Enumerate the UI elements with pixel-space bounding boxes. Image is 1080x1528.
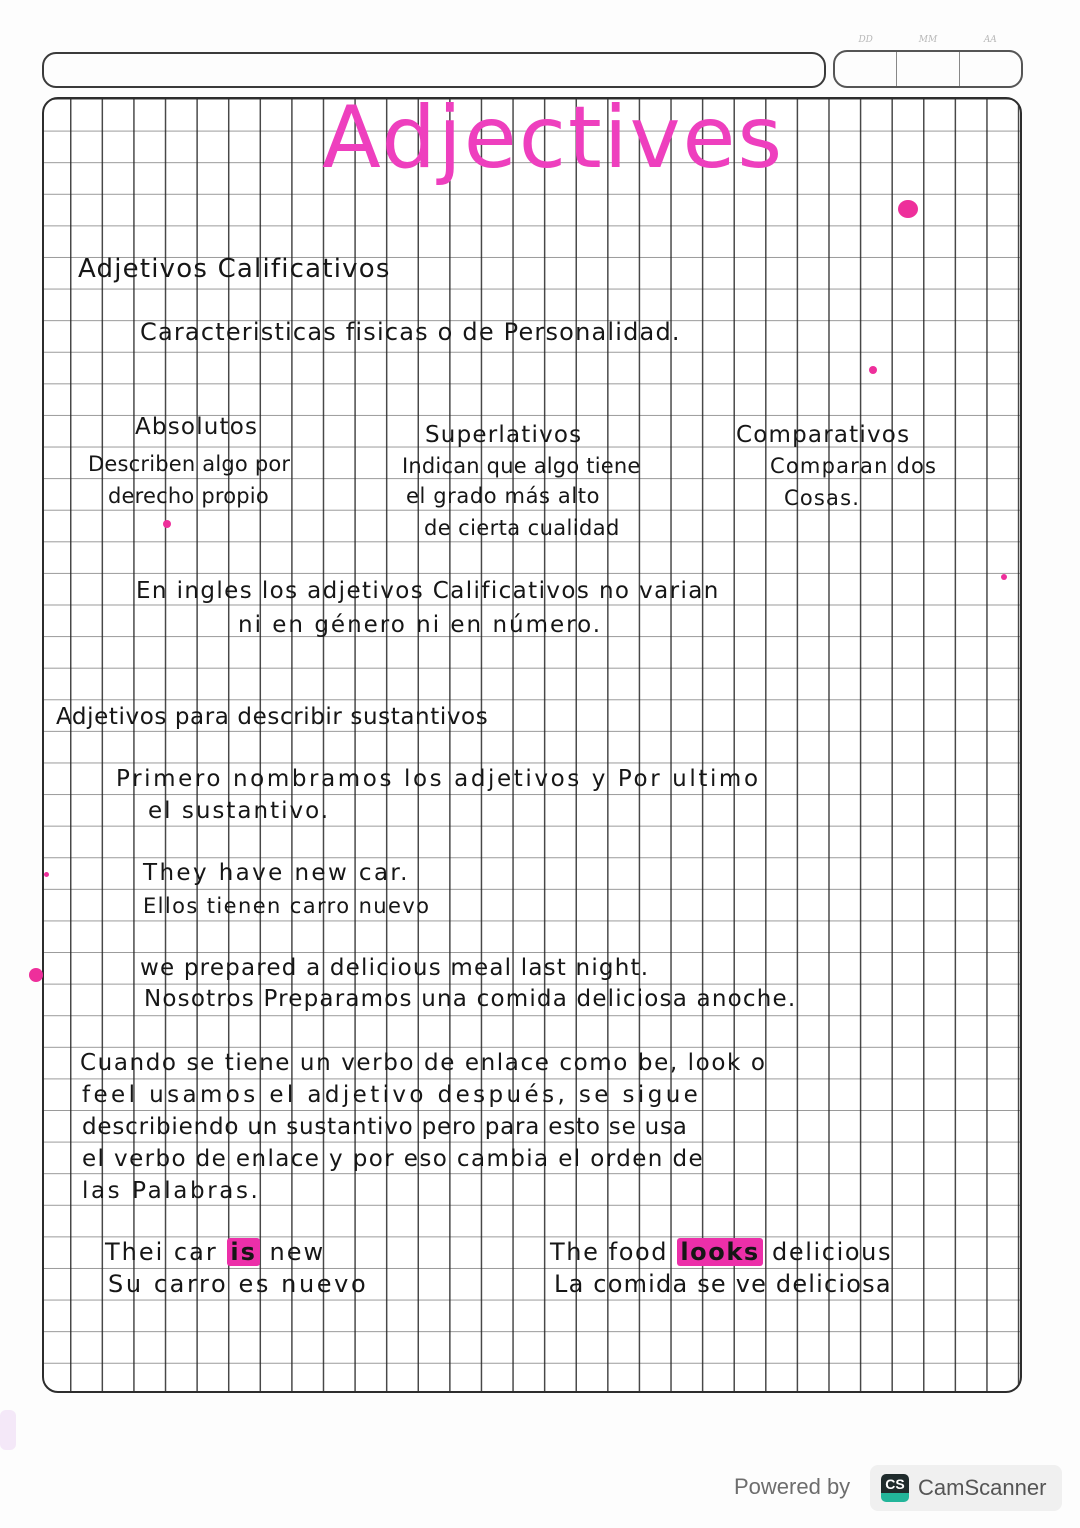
type-desc-line: Comparan dos [770, 454, 938, 478]
example-spanish: Ellos tienen carro nuevo [143, 894, 431, 918]
linking-example-english [105, 1238, 325, 1266]
pink-dot-decoration [29, 968, 43, 982]
linking-example-english [550, 1238, 892, 1266]
camscanner-logo-icon: CS [881, 1474, 909, 1502]
example-english: we prepared a delicious meal last night. [140, 955, 650, 981]
page-title: Adjectives [322, 88, 785, 188]
example-english: They have new car. [143, 860, 410, 886]
rule-line: el sustantivo. [148, 798, 331, 824]
example-text: Thei car [105, 1238, 218, 1266]
camscanner-badge[interactable] [870, 1465, 1062, 1511]
paragraph-line: las Palabras. [82, 1178, 261, 1204]
section-heading-calificativos: Adjetivos Calificativos [78, 254, 391, 284]
pink-dot-decoration [44, 872, 49, 877]
paragraph-line: Cuando se tiene un verbo de enlace como be, look o [80, 1050, 767, 1076]
type-name-comparativos: Comparativos [736, 422, 911, 448]
type-desc-line: el grado más alto [406, 484, 601, 508]
type-desc-line: derecho propio [108, 484, 269, 508]
note-line: En ingles los adjetivos Calificativos no varian [136, 578, 720, 604]
date-box [833, 35, 1023, 88]
type-desc-line: Describen algo por [88, 452, 291, 476]
date-label-year: AA [983, 35, 997, 45]
camscanner-brand-name: CamScanner [918, 1475, 1047, 1500]
date-cell-day [835, 35, 897, 86]
pink-dot-decoration [163, 520, 171, 528]
date-label-month: MM [918, 35, 938, 45]
section-heading-sustantivos: Adjetivos para describir sustantivos [56, 704, 489, 730]
type-name-absolutos: Absolutos [135, 414, 259, 440]
pink-dot-decoration [1001, 574, 1007, 580]
pink-dot-decoration [898, 200, 918, 218]
example-spanish: Nosotros Preparamos una comida deliciosa anoche. [144, 986, 797, 1012]
linking-example-spanish: La comida se ve deliciosa [554, 1270, 892, 1298]
paragraph-line: feel usamos el adjetivo después, se sigue [82, 1082, 702, 1108]
pink-dot-decoration [869, 366, 877, 374]
notebook-header-bar [42, 52, 826, 88]
type-desc-line: Cosas. [784, 486, 861, 510]
type-name-superlativos: Superlativos [425, 422, 583, 448]
highlighted-verb: looks [677, 1238, 762, 1266]
example-text: The food [550, 1238, 669, 1266]
example-text: delicious [772, 1238, 893, 1266]
type-desc-line: Indican que algo tiene [402, 454, 641, 478]
type-desc-line: de cierta cualidad [424, 516, 620, 540]
date-label-day: DD [858, 35, 873, 45]
scan-smudge [0, 1410, 16, 1450]
rule-line: Primero nombramos los adjetivos y Por ultimo [116, 766, 761, 792]
date-cell-month [897, 35, 959, 86]
section-subtitle: Caracteristicas fisicas o de Personalidad. [140, 318, 681, 346]
example-text: new [269, 1238, 326, 1266]
powered-by-label: Powered by [734, 1474, 851, 1499]
note-line: ni en género ni en número. [238, 612, 603, 638]
date-cell-year [960, 35, 1021, 86]
linking-example-spanish: Su carro es nuevo [108, 1270, 369, 1298]
paragraph-line: el verbo de enlace y por eso cambia el orden de [82, 1146, 705, 1172]
highlighted-verb: is [227, 1238, 260, 1266]
paragraph-line: describiendo un sustantivo pero para esto se usa [82, 1114, 688, 1140]
